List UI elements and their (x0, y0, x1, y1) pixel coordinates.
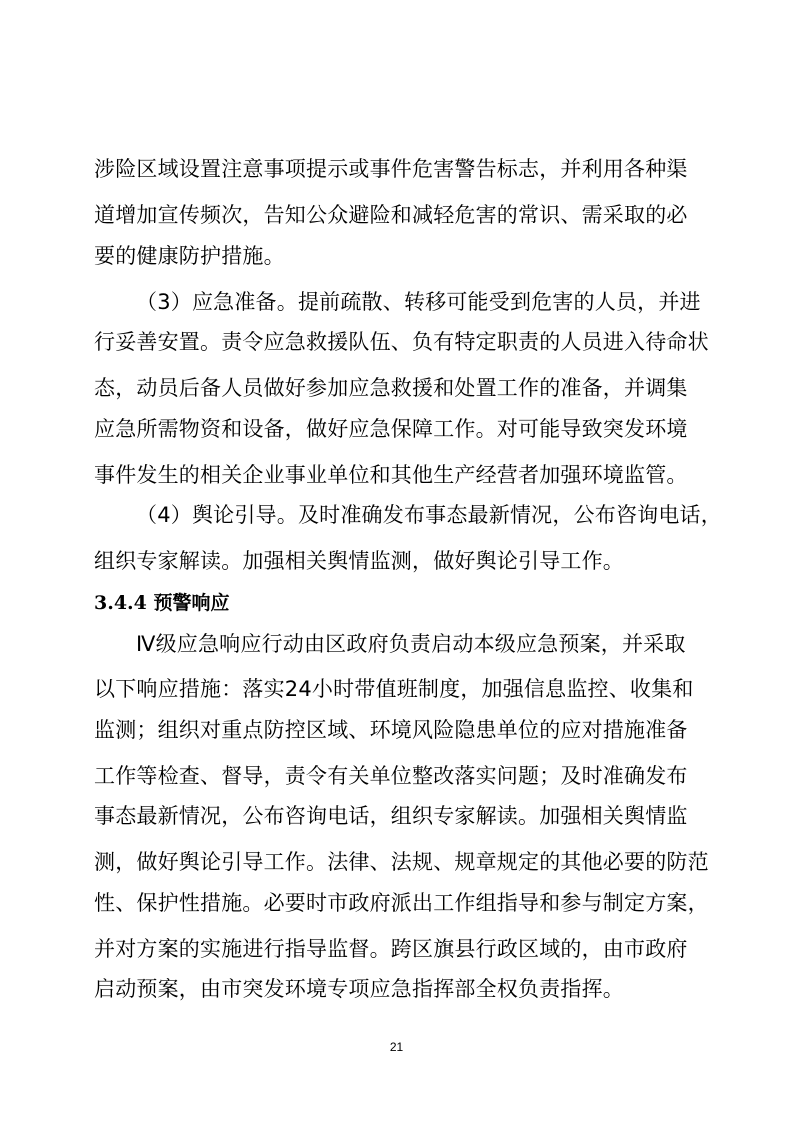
paragraph-4-line-7: 性、保护性措施。必要时市政府派出工作组指导和参与制定方案， (94, 891, 709, 915)
paragraph-1-line-1: 涉险区域设置注意事项提示或事件危害警告标志，并利用各种渠 (94, 157, 688, 181)
paragraph-2-line-1: （3）应急准备。提前疏散、转移可能受到危害的人员，并进 (136, 290, 701, 314)
paragraph-1-line-3: 要的健康防护措施。 (94, 244, 285, 268)
section-heading: 3.4.4 预警响应 (94, 592, 230, 614)
paragraph-3-line-1: （4）舆论引导。及时准确发布事态最新情况，公布咨询电话， (136, 503, 722, 527)
paragraph-4-line-3: 监测；组织对重点防控区域、环境风险隐患单位的应对措施准备 (94, 718, 688, 742)
paragraph-2-line-5: 事件发生的相关企业事业单位和其他生产经营者加强环境监管。 (94, 463, 688, 487)
paragraph-2-line-4: 应急所需物资和设备，做好应急保障工作。对可能导致突发环境 (94, 417, 688, 441)
paragraph-2-line-2: 行妥善安置。责令应急救援队伍、负有特定职责的人员进入待命状 (94, 330, 709, 354)
paragraph-4-line-8: 并对方案的实施进行指导监督。跨区旗县行政区域的，由市政府 (94, 937, 688, 961)
paragraph-4-line-1: Ⅳ级应急响应行动由区政府负责启动本级应急预案，并采取 (136, 632, 686, 656)
paragraph-3-line-2: 组织专家解读。加强相关舆情监测，做好舆论引导工作。 (94, 549, 624, 573)
paragraph-4-line-6: 测，做好舆论引导工作。法律、法规、规章规定的其他必要的防范 (94, 850, 709, 874)
paragraph-1-line-2: 道增加宣传频次，告知公众避险和减轻危害的常识、需采取的必 (94, 203, 688, 227)
paragraph-4-line-2: 以下响应措施：落实24小时带值班制度，加强信息监控、收集和 (94, 677, 694, 701)
paragraph-4-line-9: 启动预案，由市突发环境专项应急指挥部全权负责指挥。 (94, 977, 624, 1001)
page-number: 21 (389, 1040, 404, 1054)
paragraph-2-line-3: 态，动员后备人员做好参加应急救援和处置工作的准备，并调集 (94, 376, 688, 400)
paragraph-4-line-5: 事态最新情况，公布咨询电话，组织专家解读。加强相关舆情监 (94, 804, 688, 828)
paragraph-4-line-4: 工作等检查、督导，责令有关单位整改落实问题；及时准确发布 (94, 764, 688, 788)
